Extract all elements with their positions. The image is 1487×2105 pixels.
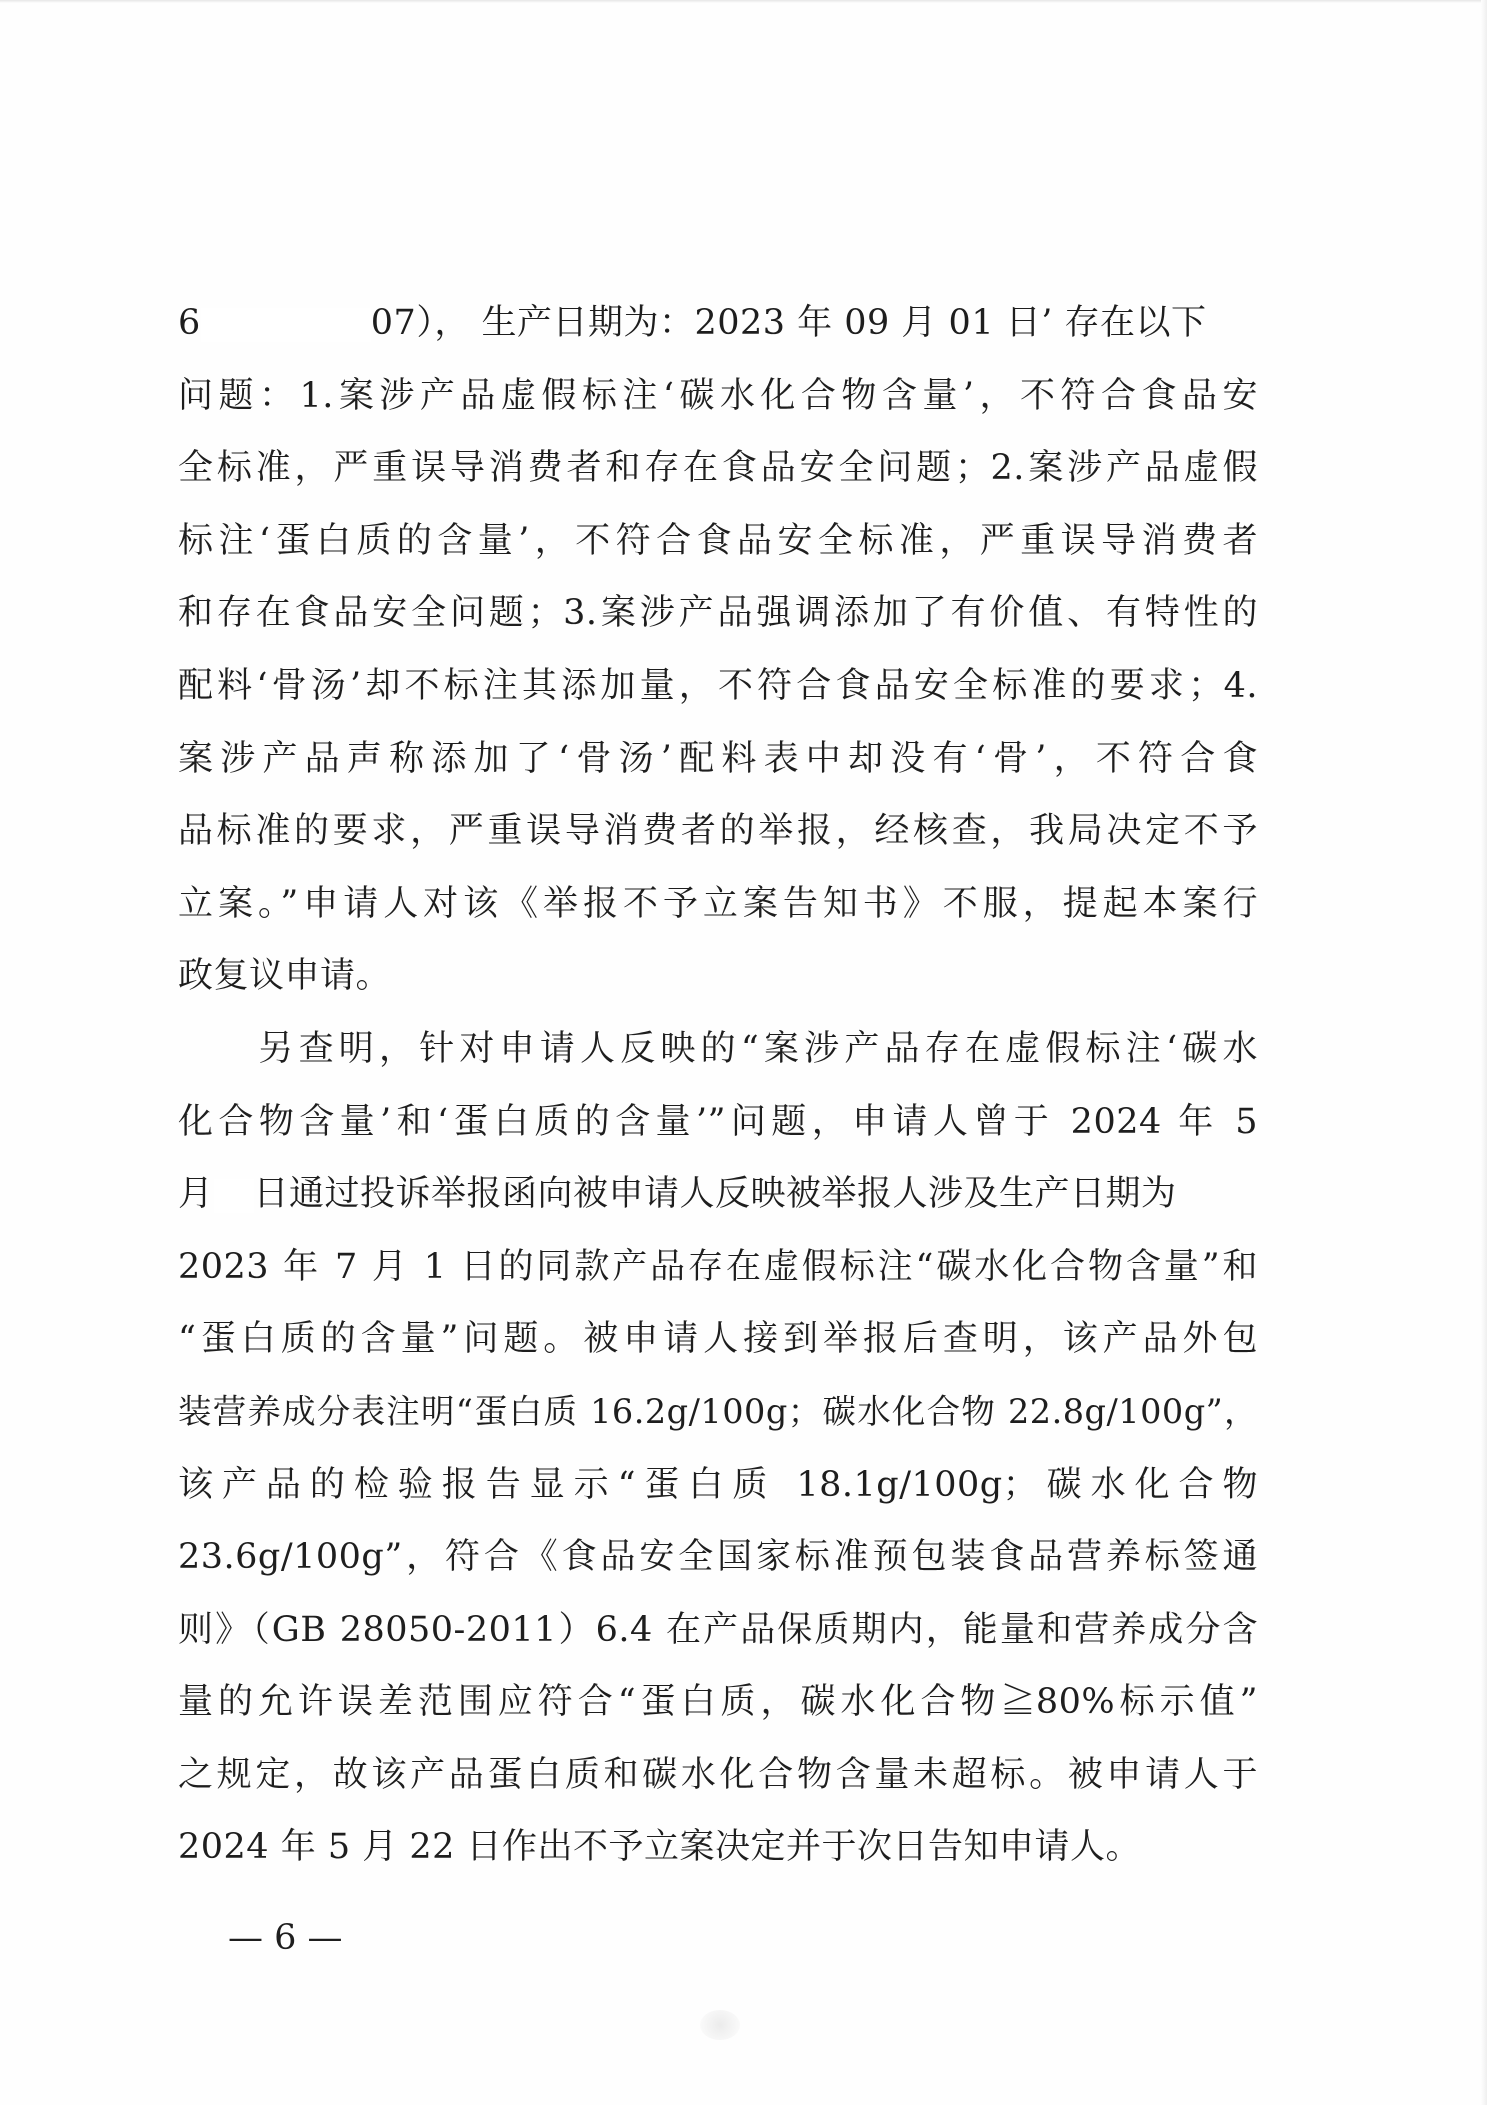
text-fragment: 日通过投诉举报函向被申请人反映被举报人涉及生产日期为: [253, 1174, 1177, 1215]
text-line: 案涉产品声称添加了‘骨汤’配料表中却没有‘骨’，不符合食: [178, 738, 1258, 779]
text-line: 之规定，故该产品蛋白质和碳水化合物含量未超标。被申请人于: [178, 1754, 1258, 1795]
text-line: 配料‘骨汤’却不标注其添加量，不符合食品安全标准的要求；4.: [178, 665, 1258, 706]
text-line: 装营养成分表注明“蛋白质 16.2g/100g；碳水化合物 22.8g/100g”，: [178, 1391, 1258, 1431]
text-line: 全标准，严重误导消费者和存在食品安全问题；2.案涉产品虚假: [178, 448, 1258, 489]
redaction-block: [201, 308, 371, 342]
text-line: [178, 1158, 1258, 1231]
text-line: “蛋白质的含量”问题。被申请人接到举报后查明，该产品外包: [178, 1319, 1258, 1360]
text-line: 则》（GB 28050-2011）6.4 在产品保质期内，能量和营养成分含: [178, 1609, 1258, 1650]
text-fragment: 6: [178, 303, 201, 343]
text-fragment: 月: [178, 1174, 214, 1215]
text-line: 品标准的要求，严重误导消费者的举报，经核查，我局决定不予: [178, 811, 1258, 852]
text-line: 政复议申请。: [178, 956, 392, 997]
text-line: [178, 287, 1258, 360]
redaction-block: [214, 1179, 254, 1213]
scan-edge: [0, 0, 1487, 3]
text-line: 问题：1.案涉产品虚假标注‘碳水化合物含量’，不符合食品安: [178, 375, 1258, 416]
text-line: 量的允许误差范围应符合“蛋白质，碳水化合物≧80%标示值”: [178, 1682, 1258, 1723]
text-line: 2023 年 7 月 1 日的同款产品存在虚假标注“碳水化合物含量”和: [178, 1246, 1258, 1287]
text-line: 化合物含量’和‘蛋白质的含量’”问题，申请人曾于 2024 年 5: [178, 1101, 1258, 1142]
text-fragment: 07）， 生产日期为：2023 年 09 月 01 日’ 存在以下: [370, 303, 1207, 343]
scan-edge: [1481, 0, 1487, 2105]
text-line: 2024 年 5 月 22 日作出不予立案决定并于次日告知申请人。: [178, 1827, 1142, 1868]
scan-smudge: [700, 2010, 740, 2040]
text-line: 标注‘蛋白质的含量’，不符合食品安全标准，严重误导消费者: [178, 520, 1258, 561]
text-line: 另查明，针对申请人反映的“案涉产品存在虚假标注‘碳水: [178, 1028, 1258, 1069]
text-line: 和存在食品安全问题；3.案涉产品强调添加了有价值、有特性的: [178, 593, 1258, 634]
page-number: — 6 —: [228, 1918, 343, 1958]
text-line: 该产品的检验报告显示“蛋白质 18.1g/100g；碳水化合物: [178, 1464, 1258, 1505]
body-text: [178, 287, 1258, 1884]
text-line: 立案。”申请人对该《举报不予立案告知书》不服，提起本案行: [178, 883, 1258, 924]
text-line: 23.6g/100g”，符合《食品安全国家标准预包装食品营养标签通: [178, 1537, 1258, 1578]
